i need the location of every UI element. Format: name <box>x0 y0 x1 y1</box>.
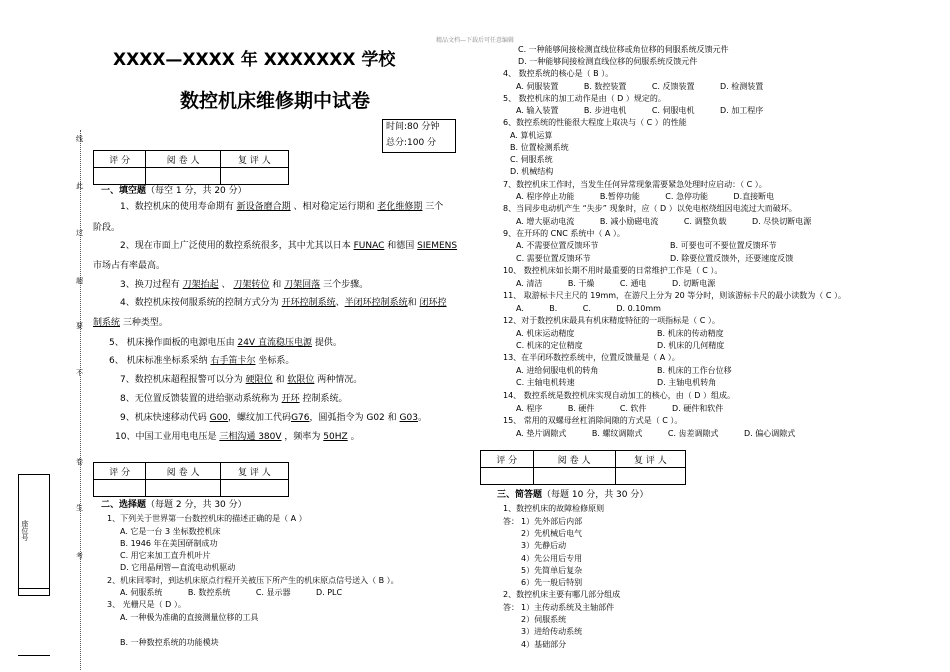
fill-q4-cont <box>93 318 168 329</box>
choice-q6: 6、数控系统的性能很大程度上取决与（ C ）的性能 <box>503 118 687 127</box>
binding-char: 卷 <box>76 458 83 466</box>
choice-option: C. 伺服系统 <box>510 155 553 164</box>
choice-option: A. 不需要位置反馈环节 <box>516 241 599 250</box>
choice-option: D. 机床的几何精度 <box>657 341 725 350</box>
choice-option: B. 可要也可不要位置反馈环节 <box>670 241 777 250</box>
fill-q6 <box>109 356 294 367</box>
fill-q5 <box>109 338 342 349</box>
reviewer-header: 复 评 人 <box>615 451 685 468</box>
exam-title: 数控机床维修期中试卷 <box>180 90 371 112</box>
text: 两种情况。 <box>317 375 363 385</box>
section3-header <box>497 490 648 501</box>
text: 9、机床快速移动代码 <box>120 413 207 423</box>
choice-q7: 7、数控机床工作时，当发生任何异常现象需要紧急处理时应启动：（ C ）。 <box>503 180 767 189</box>
section2-header <box>101 500 247 511</box>
choice-q3: 3、 光栅尺是（ D ）。 <box>107 600 186 609</box>
binding-char: 过 <box>76 229 83 237</box>
text: 和 <box>275 375 285 385</box>
grader-header: 阅 卷 人 <box>533 451 615 468</box>
choice-options-row: A. 垫片调隙式 B. 螺纹调隙式 C. 齿差调隙式 D. 偏心调隙式 <box>516 429 796 438</box>
seat-number-label: 座位号 <box>21 520 29 541</box>
binding-char: 此 <box>76 182 83 190</box>
school-title: XXXX—XXXX 年 XXXXXXX 学校 <box>113 50 396 70</box>
score-table-3 <box>480 450 686 485</box>
section1-note: （每空 1 分，共 20 分） <box>146 186 247 196</box>
text: ，螺纹加工代码 <box>228 413 292 423</box>
answer-blank: 刀架抬起 <box>182 280 219 290</box>
choice-q2: 2、机床回零时，到达机床原点行程开关被压下所产生的机床原点信号送入（ B ）。 <box>107 576 399 585</box>
binding-char: 线 <box>76 135 83 143</box>
short-answer-q1: 1、数控机床的故障检修原则 <box>503 504 605 513</box>
choice-option: C. 主轴电机转速 <box>516 378 575 387</box>
fill-q1-cont: 阶段。 <box>93 223 121 233</box>
fill-q2-cont: 市场占有率最高。 <box>93 261 166 271</box>
text: ，圆弧指令为 G02 和 <box>309 413 397 423</box>
text: 三个步骤。 <box>323 280 369 290</box>
text: ，频率为 <box>284 432 321 442</box>
answer-item: 6）先一般后特别 <box>521 578 583 587</box>
choice-options-row: A. 输入装置 B. 步进电机 C. 伺服电机 D. 加工程序 <box>516 106 764 115</box>
answer-blank: 制系统 <box>93 318 121 328</box>
text: 7、数控机床超程报警可以分为 <box>120 375 243 385</box>
score-header: 评 分 <box>481 451 534 468</box>
choice-option: D. 除要位置反馈外，还要速度反馈 <box>670 254 794 263</box>
binding-char: 要 <box>76 322 83 330</box>
choice-q12: 12、对于数控机床最具有机床精度特征的一项指标是（ C ）。 <box>503 316 720 325</box>
answer-blank: 硬限位 <box>245 375 273 385</box>
answer-blank: 刀架回落 <box>284 280 321 290</box>
choice-option: B. 机床的工作台位移 <box>657 366 732 375</box>
section1-header <box>101 186 247 197</box>
text: 、 <box>335 298 345 308</box>
score-cell[interactable] <box>94 168 146 185</box>
choice-option: C. 需要位置反馈环节 <box>516 254 591 263</box>
text: 、 <box>221 280 231 290</box>
score-header: 评 分 <box>94 151 146 168</box>
choice-options-row: A. 增大驱动电流 B. 减小励磁电流 C. 调整负载 D. 尽快切断电源 <box>516 217 812 226</box>
choice-option: D. 机械结构 <box>510 167 554 176</box>
choice-option: A. 它是一台 3 坐标数控机床 <box>120 527 221 536</box>
answer-blank: 开环控制系统 <box>281 298 336 308</box>
fill-q2 <box>120 241 457 252</box>
score-table-1 <box>93 150 289 185</box>
watermark-text: 精品文档—下载后可任意编辑 <box>436 37 515 44</box>
fill-q1 <box>120 202 443 213</box>
score-header: 评 分 <box>94 463 146 480</box>
text: 三种类型。 <box>122 318 168 328</box>
text: 5、 机床操作面板的电源电压由 <box>109 338 235 348</box>
section3-title: 三、简答题 <box>497 490 543 500</box>
text: 4、数控机床按伺服系统的控制方式分为 <box>120 298 279 308</box>
answer-item: 3）先静后动 <box>521 541 567 550</box>
answer-item: 1）主传动系统及主轴部件 <box>521 603 615 612</box>
score-table-2 <box>93 462 289 497</box>
reviewer-cell[interactable] <box>220 480 288 497</box>
seat-box-bottom <box>18 655 50 656</box>
text: 和德国 <box>387 241 415 251</box>
choice-option: D. 它用晶闸管—直流电动机驱动 <box>120 563 236 572</box>
choice-options-row: A. B. C. D. 0.10mm <box>516 304 661 313</box>
answer-blank: SIEMENS <box>417 241 458 251</box>
text: 3、换刀过程有 <box>120 280 180 290</box>
binding-char: 生 <box>76 504 83 512</box>
text: 提供。 <box>314 338 342 348</box>
fill-q4 <box>120 298 447 309</box>
answer-label: 答： <box>503 517 519 526</box>
choice-q1: 1、下列关于世界第一台数控机床的描述正确的是（ A ） <box>107 514 307 523</box>
score-cell[interactable] <box>94 480 146 497</box>
answer-item: 2）伺服系统 <box>521 615 567 624</box>
answer-blank: G76 <box>291 413 310 423</box>
choice-q14: 14、 数控系统是数控机床实现自动加工的核心，由（ D ）组成。 <box>503 391 735 400</box>
answer-blank: G00 <box>209 413 229 423</box>
grader-cell[interactable] <box>146 480 220 497</box>
answer-blank: 三相沟通 380V <box>219 432 282 442</box>
reviewer-cell[interactable] <box>220 168 288 185</box>
text: 。 <box>417 413 427 423</box>
section1-title: 一、填空题 <box>101 186 147 196</box>
exam-time: 时间:80 分钟 <box>386 122 440 132</box>
text: 2、现在市面上广泛使用的数控系统很多，其中尤其以日本 <box>120 241 351 251</box>
answer-blank: FUNAC <box>353 241 385 251</box>
text: 和 <box>407 298 417 308</box>
answer-label: 答： <box>503 603 519 612</box>
text: 。 <box>350 432 360 442</box>
answer-item: 3）进给传动系统 <box>521 627 583 636</box>
fill-q10 <box>115 432 360 443</box>
choice-option: A. 机床运动精度 <box>516 329 575 338</box>
choice-option: C. 一种能够间接检测直线位移或角位移的伺服系统反馈元件 <box>518 45 729 54</box>
answer-blank: 50HZ <box>323 432 348 442</box>
text: 和 <box>272 280 282 290</box>
choice-option: D. 一种能够间接检测直线位移的伺服系统反馈元件 <box>518 57 698 66</box>
fill-q3 <box>120 280 368 291</box>
choice-option: B. 位置检测系统 <box>510 143 569 152</box>
fill-q7 <box>120 375 362 386</box>
choice-q15: 15、 常用的双螺母丝杠消除间隙的方式是（ C ）。 <box>503 416 683 425</box>
binding-line <box>80 130 81 670</box>
choice-options-row: A. 伺服装置 B. 数控装置 C. 反馈装置 D. 检测装置 <box>516 82 764 91</box>
answer-item: 5）先简单后复杂 <box>521 566 583 575</box>
reviewer-cell[interactable] <box>615 468 685 485</box>
grader-header: 阅 卷 人 <box>146 463 220 480</box>
fill-q8 <box>120 394 348 405</box>
choice-option: A. 进给伺服电机的转角 <box>516 366 599 375</box>
text: 坐标系。 <box>258 356 295 366</box>
choice-q10: 10、 数控机床如长期不用时最重要的日常维护工作是（ C ）。 <box>503 266 723 275</box>
text: 8、无位置反馈装置的进给驱动系统称为 <box>120 394 279 404</box>
choice-q4: 4、 数控系统的核心是（ B ）。 <box>503 69 614 78</box>
answer-blank: 老化维修期 <box>377 202 423 212</box>
binding-char: 超 <box>76 277 83 285</box>
choice-option: B. 一种数控系统的功能模块 <box>120 638 219 647</box>
choice-option: B. 1946 年在美国研制成功 <box>120 539 218 548</box>
text: 控制系统。 <box>302 394 348 404</box>
choice-option: A. 算机运算 <box>510 131 553 140</box>
binding-char: 考 <box>76 552 83 560</box>
answer-blank: 刀架转位 <box>233 280 270 290</box>
answer-blank: 半闭环控制系统 <box>344 298 408 308</box>
text: 6、 机床标准坐标系采纳 <box>109 356 208 366</box>
choice-option: C. 机床的定位精度 <box>516 341 583 350</box>
reviewer-header: 复 评 人 <box>220 151 288 168</box>
section2-title: 二、选择题 <box>101 500 147 510</box>
grader-cell[interactable] <box>533 468 615 485</box>
answer-blank: 24V 直流稳压电源 <box>237 338 312 348</box>
exam-total-score: 总分:100 分 <box>386 138 437 148</box>
answer-item: 2）先机械后电气 <box>521 529 583 538</box>
answer-blank: 软限位 <box>287 375 315 385</box>
grader-cell[interactable] <box>146 168 220 185</box>
answer-item: 4）先公用后专用 <box>521 554 583 563</box>
choice-q13: 13、在半闭环数控系统中，位置反馈量是（ A ）。 <box>503 353 680 362</box>
text: 1、数控机床的使用寿命期有 <box>120 202 234 212</box>
choice-q5: 5、 数控机床的加工动作是由（ D ）规定的。 <box>503 94 666 103</box>
binding-char: 不 <box>76 369 83 377</box>
answer-blank: 右手笛卡尔 <box>210 356 256 366</box>
answer-blank: 开环 <box>281 394 300 404</box>
choice-option: A. 一种极为准确的直接测量位移的工具 <box>120 613 259 622</box>
reviewer-header: 复 评 人 <box>220 463 288 480</box>
grader-header: 阅 卷 人 <box>146 151 220 168</box>
text: 三个 <box>425 202 444 212</box>
text: 10、中国工业用电电压是 <box>115 432 217 442</box>
choice-q8: 8、当同步电动机产生 “失步” 现象时，应（ D ）以免电枢绕组因电流过大而破坏。 <box>503 204 797 213</box>
choice-options-row: A. 清洁 B. 干燥 C. 通电 D. 切断电源 <box>516 279 716 288</box>
choice-option: C. 用它来加工直升机叶片 <box>120 551 211 560</box>
answer-blank: 新设备磨合期 <box>236 202 291 212</box>
answer-item: 1）先外部后内部 <box>521 517 583 526</box>
answer-item: 4）基础部分 <box>521 640 567 649</box>
choice-options-row: A. 程序停止功能 B.暂停功能 C. 急停功能 D.直接断电 <box>516 192 775 201</box>
seat-box-divider <box>18 588 50 589</box>
score-cell[interactable] <box>481 468 534 485</box>
choice-option: D. 主轴电机转角 <box>657 378 717 387</box>
choice-q11: 11、 取游标卡尺主尺的 19mm，在游尺上分为 20 等分时，则该游标卡尺的最小读数为（ C ）。 <box>503 291 846 300</box>
answer-blank: 闭环控 <box>419 298 447 308</box>
text: 、相对稳定运行期和 <box>293 202 375 212</box>
answer-blank: G03 <box>399 413 418 423</box>
choice-options-row: A. 伺服系统 B. 数控系统 C. 显示器 D. PLC <box>120 588 343 597</box>
fill-q9 <box>120 413 427 424</box>
choice-option: B. 机床的传动精度 <box>657 329 724 338</box>
section3-note: （每题 10 分，共 30 分） <box>542 490 649 500</box>
section2-note: （每题 2 分，共 30 分） <box>146 500 247 510</box>
choice-options-row: A. 程序 B. 硬件 C. 软件 D. 硬件和软件 <box>516 404 724 413</box>
choice-q9: 9、在开环的 CNC 系统中（ A ）。 <box>503 229 625 238</box>
short-answer-q2: 2、数控机床主要有哪几部分组成 <box>503 590 621 599</box>
